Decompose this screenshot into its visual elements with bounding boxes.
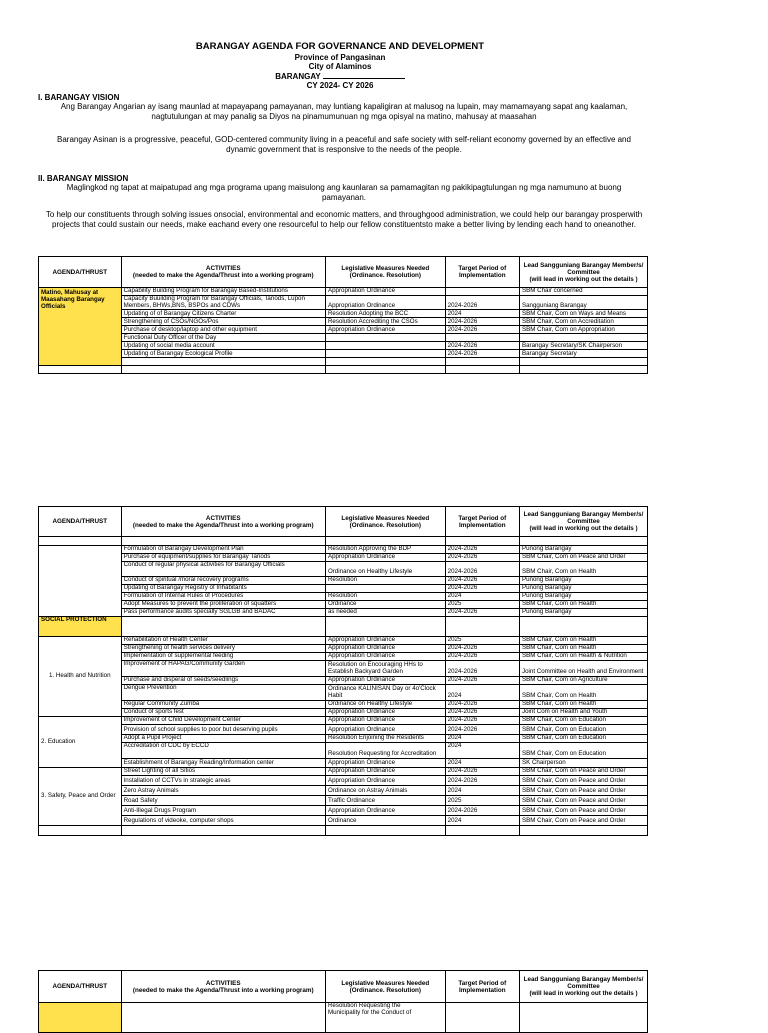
table-cell: 2024 (445, 310, 519, 318)
table-cell (325, 617, 445, 637)
table-cell: Updating of Barangay Registry of Inhabitants (121, 585, 325, 593)
table-cell (121, 537, 325, 546)
table-cell (39, 826, 122, 836)
table-row (39, 577, 648, 585)
table-cell: SBM Chair, Com on Peace and Order (519, 786, 647, 796)
table-cell (519, 1003, 647, 1033)
table-cell: 2024-2026 (445, 350, 519, 358)
table-cell: Regulations of videoke, computer shops (121, 816, 325, 826)
col-activities: ACTIVITIES (needed to make the Agenda/Thrust into a working program) (121, 257, 325, 288)
table-cell: Improvement of HAPAG/Community Garden (121, 661, 325, 677)
table-cell: Zero Astray Animals (121, 786, 325, 796)
table-cell: Functional Duty Officer of the Day (121, 334, 325, 342)
table-cell: Conduct of regular physical activities for Barangay Officials (121, 562, 325, 577)
table-cell: 2024-2026 (445, 585, 519, 593)
table-cell: Sangguniang Barangay (519, 295, 647, 310)
table-cell (445, 366, 519, 374)
table-cell: 2024 (445, 816, 519, 826)
table-cell: Adopt a Pupil Project (121, 735, 325, 743)
table-cell: SBM Chair concerned (519, 288, 647, 296)
table-cell: 2024-2026 (445, 342, 519, 350)
barangay-blank (323, 71, 405, 79)
table-cell: Resolution Enjoining the Residents (325, 735, 445, 743)
table-cell: Appropriation Ordinance (325, 645, 445, 653)
mission-heading: II. BARANGAY MISSION (38, 174, 129, 183)
table-cell (519, 358, 647, 366)
column-header: Legislative Measures Needed (Ordinance. Resolution) (325, 507, 445, 537)
table-row (39, 701, 648, 709)
table-cell: Joint Com on Health and Youth (519, 709, 647, 717)
period-line: CY 2024- CY 2026 (306, 81, 374, 90)
table-cell: Appropriation Ordinance (325, 326, 445, 334)
table-cell: Barangay Secretary/SK Chairperson (519, 342, 647, 350)
table-cell: Implementation of supplemental feeding (121, 653, 325, 661)
table-row (39, 593, 648, 601)
table-cell: SBM Chair, Com on Education (519, 717, 647, 725)
table-cell: SBM Chair, Com on Accreditation (519, 318, 647, 326)
table-cell: SBM Chair, Com on Health (519, 701, 647, 709)
table-cell: Updating of social media account (121, 342, 325, 350)
column-header: AGENDA/THRUST (39, 971, 122, 1003)
table-cell: Conduct of sports fest (121, 709, 325, 717)
table-cell: SBM Chair, Com on Peace and Order (519, 554, 647, 562)
table-row (39, 685, 648, 701)
agenda-table-social (38, 506, 648, 836)
table-cell: Resolution Approving the BDP (325, 546, 445, 554)
header-row (39, 507, 648, 537)
table-cell (121, 366, 325, 374)
table-cell: Barangay Secretary (519, 350, 647, 358)
table-cell: Establishment of Barangay Reading/Information center (121, 759, 325, 768)
table-cell: Appropriation Ordinance (325, 554, 445, 562)
social-protection-label: SOCIAL PROTECTION (39, 617, 122, 637)
table-row (39, 601, 648, 609)
table-row (39, 743, 648, 759)
table-cell (121, 358, 325, 366)
table-cell: Appropriation Ordinance (325, 725, 445, 735)
table-cell: Adopt Measures to prevent the proliferation of squatters (121, 601, 325, 609)
table-row (39, 310, 648, 318)
table-cell: 2024-2026 (445, 562, 519, 577)
table-cell: Appropriation Ordinance (325, 653, 445, 661)
column-header: Target Period of Implementation (445, 971, 519, 1003)
table-cell: Rehabilitation of Health Center (121, 637, 325, 645)
table-cell: Installation of CCTVs in strategic areas (121, 776, 325, 786)
city-line: City of Alaminos (308, 62, 372, 71)
table-row (39, 776, 648, 786)
table-cell (445, 826, 519, 836)
table-cell (445, 358, 519, 366)
table-cell: 2025 (445, 637, 519, 645)
table-cell (445, 537, 519, 546)
table-cell (325, 334, 445, 342)
table-cell: 2024-2026 (445, 326, 519, 334)
table-cell: Appropriation Ordinance (325, 637, 445, 645)
col-lead: Lead Sangguniang Barangay Member/s/ Committee (will lead in working out the details ) (519, 257, 647, 288)
table-row (39, 735, 648, 743)
table-row (39, 806, 648, 816)
table-cell: 2024-2026 (445, 768, 519, 776)
table-cell: Appropriation Ordinance (325, 288, 445, 296)
column-header: ACTIVITIES (needed to make the Agenda/Thrust into a working program) (121, 971, 325, 1003)
table-cell: Appropriation Ordinance (325, 776, 445, 786)
table-row (39, 645, 648, 653)
table-cell (445, 288, 519, 296)
table-cell: Conduct of spiritual /moral recovery programs (121, 577, 325, 585)
table-cell: Appropriation Ordinance (325, 677, 445, 685)
table-cell: Dengue Prevention (121, 685, 325, 701)
table-cell: 2024-2026 (445, 709, 519, 717)
health-label: 1. Health and Nutrition (39, 637, 122, 717)
table-cell: 2024-2026 (445, 609, 519, 617)
table-cell (121, 1003, 325, 1033)
table-cell (325, 342, 445, 350)
table-row (39, 653, 648, 661)
table-cell (519, 826, 647, 836)
table-cell: Appropriation Ordinance (325, 768, 445, 776)
table-cell: Provision of school supplies to poor but deserving pupils (121, 725, 325, 735)
table-cell: Formulation of Internal Rules of Procedures (121, 593, 325, 601)
table-row (39, 609, 648, 617)
vision-heading: I. BARANGAY VISION (38, 93, 120, 102)
table-cell: SBM Chair, Com on Appropriation (519, 326, 647, 334)
table-cell (325, 585, 445, 593)
table-row (39, 816, 648, 826)
education-label: 2. Education (39, 717, 122, 768)
table-cell: Ordinance on Astray Animals (325, 786, 445, 796)
table-cell: 2024-2026 (445, 661, 519, 677)
barangay-line (0, 71, 680, 81)
table-cell: SBM Chair, Com on Peace and Order (519, 816, 647, 826)
table-row (39, 562, 648, 577)
table-row (39, 709, 648, 717)
table-row (39, 1003, 648, 1033)
col-agenda: AGENDA/THRUST (39, 257, 122, 288)
table-cell (519, 334, 647, 342)
table-row (39, 342, 648, 350)
table-row (39, 661, 648, 677)
table-row (39, 786, 648, 796)
table-row (39, 826, 648, 836)
table-row (39, 637, 648, 645)
table-cell: 2024-2026 (445, 677, 519, 685)
table-cell: Resolution Accrediting the CSOs (325, 318, 445, 326)
table-cell (121, 617, 325, 637)
vision-english: Barangay Asinan is a progressive, peaceful, GOD-centered community living in a peaceful and safe society with self-reliant economy governed by an effective and dynamic government that is responsive to the needs of the people. (57, 135, 631, 154)
table-cell: 2024-2026 (445, 776, 519, 786)
table-cell (445, 1003, 519, 1033)
table-cell (121, 826, 325, 836)
table-cell: as needed (325, 609, 445, 617)
table-cell: 2024-2026 (445, 717, 519, 725)
table-cell: Regular Community Zumba (121, 701, 325, 709)
table-cell: Improvement of Child Development Center (121, 717, 325, 725)
table-cell: 2024 (445, 593, 519, 601)
table-cell: Ordinance (325, 601, 445, 609)
column-header: Lead Sangguniang Barangay Member/s/ Committee (will lead in working out the details ) (519, 971, 647, 1003)
partial-measure-cell: Resolution Requesting the Municipality for the Conduct of (325, 1003, 445, 1033)
table-cell: 2024 (445, 759, 519, 768)
table-cell: SBM Chair, Com on Peace and Order (519, 768, 647, 776)
table-row (39, 366, 648, 374)
table-cell (325, 350, 445, 358)
table-cell: Punong Barangay (519, 609, 647, 617)
table-cell: Joint Committee on Health and Environment (519, 661, 647, 677)
table-cell: Road Safety (121, 796, 325, 806)
table-row (39, 759, 648, 768)
table-row (39, 768, 648, 776)
table-cell (39, 546, 122, 617)
table-cell: Resolution Adopting the BCC (325, 310, 445, 318)
table-cell: Accreditation of CDC by ECCD (121, 743, 325, 759)
table-cell: Punong Barangay (519, 585, 647, 593)
table-cell: Purchase and disperal of seeds/seedlings (121, 677, 325, 685)
table-cell: Updating of Barangay Ecological Profile (121, 350, 325, 358)
table-cell: Strengthening of health services delivery (121, 645, 325, 653)
table-cell: 2024-2026 (445, 653, 519, 661)
table-cell: Punong Barangay (519, 593, 647, 601)
table-cell: 2024 (445, 685, 519, 701)
table-cell: 2024-2026 (445, 577, 519, 585)
table-cell: Resolution (325, 577, 445, 585)
table-cell: Ordinance on Healthy Lifestyle (325, 701, 445, 709)
table-cell: Purchase of equipment/supplies for Barangay Tanods (121, 554, 325, 562)
table-cell: SBM Chair, Com on Peace and Order (519, 806, 647, 816)
table-cell (519, 537, 647, 546)
table-cell (445, 334, 519, 342)
table-cell: Appropriation Ordinance (325, 759, 445, 768)
table-cell: 2024-2026 (445, 554, 519, 562)
col-measures: Legislative Measures Needed (Ordinance. Resolution) (325, 257, 445, 288)
table-cell: SK Chairperson (519, 759, 647, 768)
table-row (39, 326, 648, 334)
column-header: Target Period of Implementation (445, 507, 519, 537)
safety-label: 3. Safety, Peace and Order (39, 768, 122, 826)
table-cell: Ordinance on Healthy Lifestyle (325, 562, 445, 577)
table-cell: SBM Chair, Com on Health (519, 685, 647, 701)
table-cell (445, 617, 519, 637)
table-row (39, 796, 648, 806)
table-cell (325, 826, 445, 836)
table-cell (39, 1003, 122, 1033)
province-line: Province of Pangasinan (294, 53, 386, 62)
header-row (39, 257, 648, 288)
table-row (39, 318, 648, 326)
table-cell: 2025 (445, 796, 519, 806)
table-cell (39, 366, 122, 374)
table-cell: Punong Barangay (519, 546, 647, 554)
table-cell: Purchase of desktop/laptop and other equipment (121, 326, 325, 334)
table-cell: Ordinance KALINISAN Day or 4o'Clock Habit (325, 685, 445, 701)
table-cell: Formulation of Barangay Development Plan (121, 546, 325, 554)
table-cell: 2024-2026 (445, 725, 519, 735)
table-cell: 2024 (445, 735, 519, 743)
table-row (39, 350, 648, 358)
table-row (39, 546, 648, 554)
agenda-cell-officials: Matino, Mahusay at Maasahang Barangay Officials (39, 288, 122, 366)
table-cell (325, 358, 445, 366)
table-cell: SBM Chair, Com on Health & Nutrition (519, 653, 647, 661)
mission-filipino: Maglingkod ng tapat at maipatupad ang mga programa upang maisulong ang kaunlaran sa pamamagitan ng pakikipagtulungan ng mga namumuno at buong pamayanan. (66, 183, 622, 202)
table-cell: Punong Barangay (519, 577, 647, 585)
table-row (39, 725, 648, 735)
document-title: BARANGAY AGENDA FOR GOVERNANCE AND DEVELOPMENT (195, 41, 485, 52)
header-row (39, 971, 648, 1003)
column-header: Lead Sangguniang Barangay Member/s/ Committee (will lead in working out the details ) (519, 507, 647, 537)
table-cell: 2024-2026 (445, 318, 519, 326)
table-cell: Appropriation Ordinance (325, 295, 445, 310)
table-cell: Capability Building Program for Barangay Based-Institutions (121, 288, 325, 296)
agenda-table-governance (38, 256, 648, 374)
table-cell: Resolution Requesting for Accreditation (325, 743, 445, 759)
table-cell: Resolution on Encouraging HHs to Establish Backyard Garden (325, 661, 445, 677)
table-cell: 2024 (445, 743, 519, 759)
table-cell: Anti-Illegal Drugs Program (121, 806, 325, 816)
social-protection-row (39, 617, 648, 637)
table-cell: Pass performance audits specially SGLGB and BADAC (121, 609, 325, 617)
table-cell (325, 537, 445, 546)
table-cell: 2024-2026 (445, 645, 519, 653)
table-row (39, 677, 648, 685)
table-cell: 2024-2026 (445, 701, 519, 709)
table-cell: Capacity Buuilding Program for Barangay Officials, Tanods, Lupon Members, BHWs,BNS, BSPOs and CDWs (121, 295, 325, 310)
table-row (39, 295, 648, 310)
table-cell: Appropriation Ordinance (325, 717, 445, 725)
table-cell: Ordinance (325, 816, 445, 826)
table-cell: SBM Chair, Com on Education (519, 735, 647, 743)
table-cell: Strengthening of CSOs/NGOs/Pos (121, 318, 325, 326)
table-cell: SBM Chair, Com on Ways and Means (519, 310, 647, 318)
table-row (39, 717, 648, 725)
table-cell: Street Lighting of all Sitios (121, 768, 325, 776)
column-header: AGENDA/THRUST (39, 507, 122, 537)
table-cell (519, 366, 647, 374)
table-cell: 2024-2026 (445, 295, 519, 310)
table-cell: 2025 (445, 601, 519, 609)
table-cell: Appropriation Ordinance (325, 709, 445, 717)
table-cell (325, 366, 445, 374)
table-cell: Traffic Ordinance (325, 796, 445, 806)
table-cell: SBM Chair, Com on Peace and Order (519, 796, 647, 806)
table-cell: Resolution (325, 593, 445, 601)
col-target: Target Period of Implementation (445, 257, 519, 288)
table-cell: SBM Chair, Com on Health (519, 562, 647, 577)
column-header: Legislative Measures Needed (Ordinance. Resolution) (325, 971, 445, 1003)
table-cell: SBM Chair, Com on Peace and Order (519, 776, 647, 786)
table-cell: SBM Chair, Com on Education (519, 743, 647, 759)
table-row (39, 585, 648, 593)
table-cell: 2024-2026 (445, 546, 519, 554)
table-cell: SBM Chair, Com on Health (519, 637, 647, 645)
column-header: ACTIVITIES (needed to make the Agenda/Thrust into a working program) (121, 507, 325, 537)
table-row (39, 334, 648, 342)
table-cell: SBM Chair, Com on Health (519, 645, 647, 653)
table-cell: 2024 (445, 786, 519, 796)
table-cell: 2024-2026 (445, 806, 519, 816)
barangay-label: BARANGAY (275, 72, 321, 81)
table-cell: SBM Chair, Com on Education (519, 725, 647, 735)
table-cell (39, 537, 122, 546)
table-cell: Appropriation Ordinance (325, 806, 445, 816)
table-row (39, 358, 648, 366)
table-cell: SBM Chair, Com on Agriculture (519, 677, 647, 685)
vision-filipino: Ang Barangay Angarian ay isang maunlad at mapayapang pamayanan, may luntiang kapaligiran at malusog na lupain, may mamamayang sapat ang kaalaman, nagtutulungan at may panalig sa Diyos na pinamumunuan ng mga opisyal na matino, mahusay at maasahan (60, 102, 628, 121)
table-cell (519, 617, 647, 637)
table-row (39, 554, 648, 562)
table-cell: Updating of of Barangay Citizens Charter (121, 310, 325, 318)
mission-english: To help our constituents through solving issues onsocial, environmental and economic matters, and throughgood administration, we could help our barangay prosperwith projects that could sustain our needs, make eachand every one resourceful to help our fellow constituentsto make a better living by lending each hand to oneanother. (45, 210, 643, 229)
table-cell: SBM Chair, Com on Health (519, 601, 647, 609)
